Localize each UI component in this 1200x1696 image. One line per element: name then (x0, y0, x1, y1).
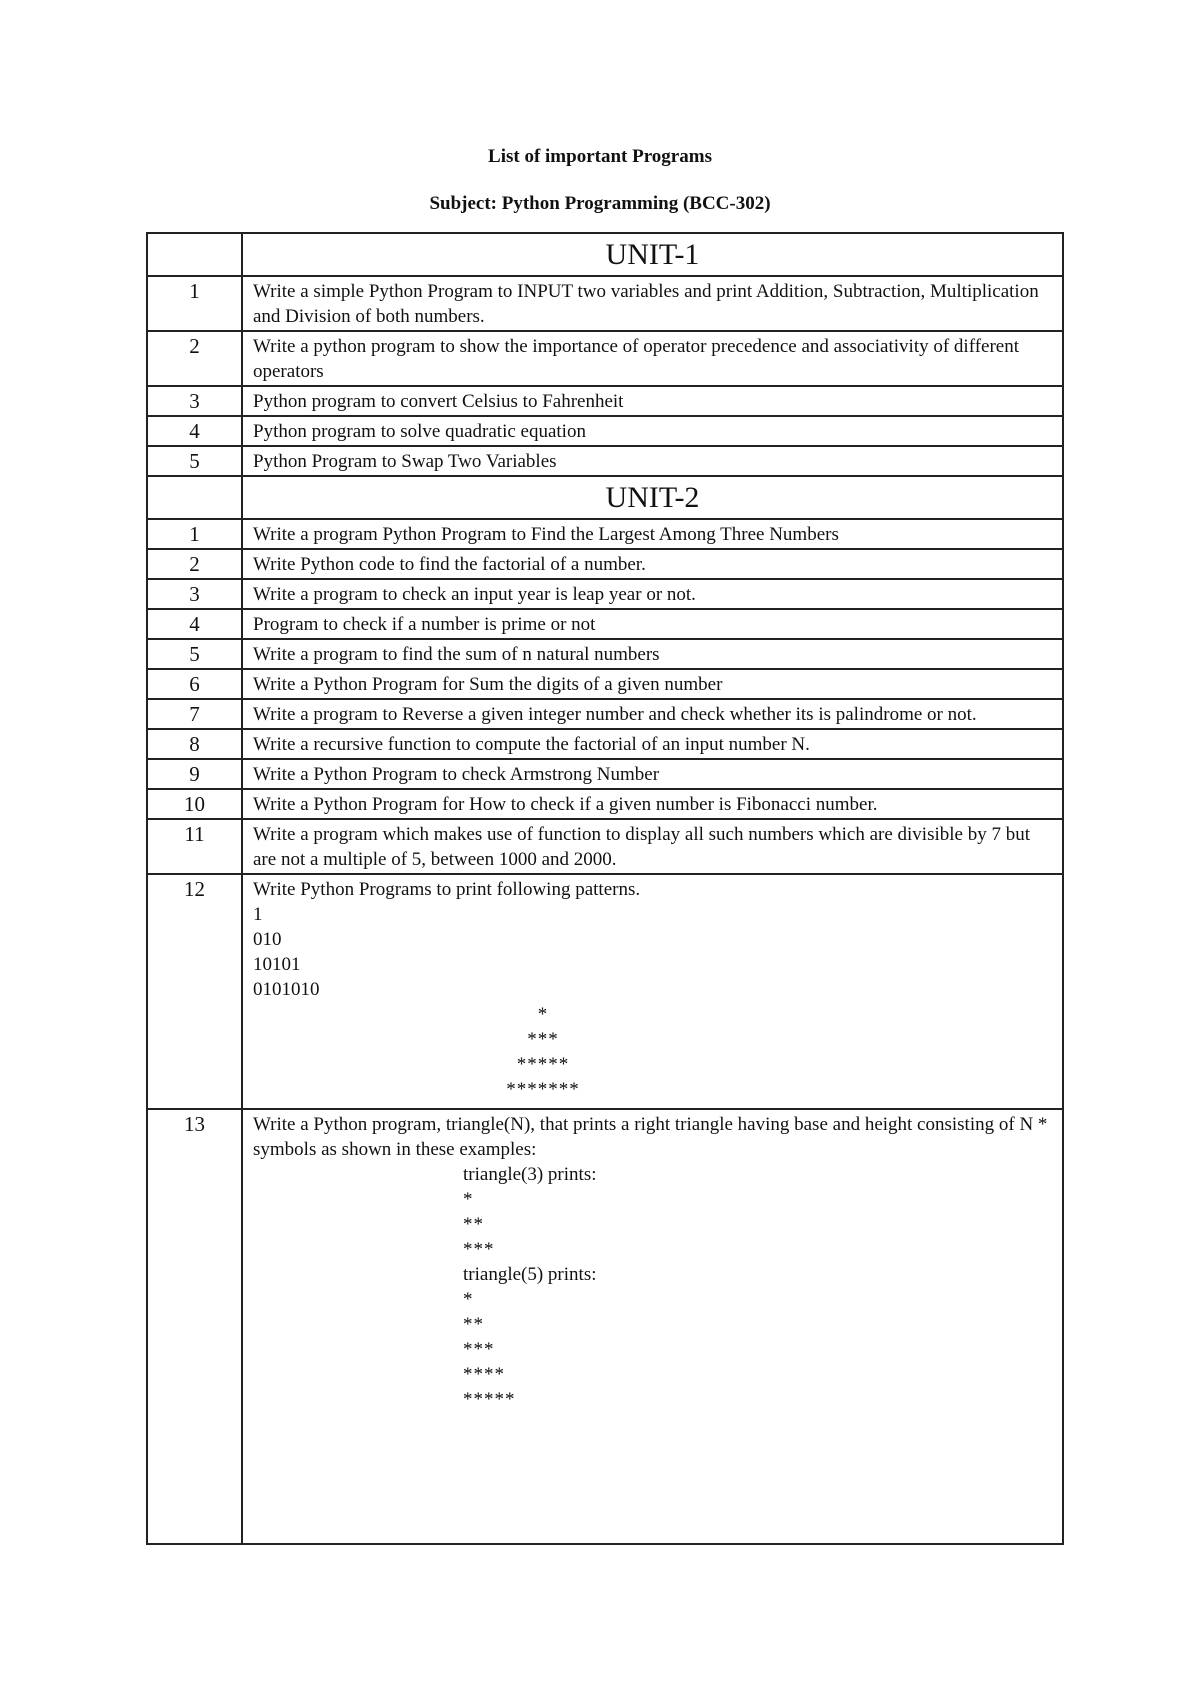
program-description: Write a program which makes use of function to display all such numbers which are divisible by 7 but are not a multiple of 5, between 1000 and 2000. (242, 819, 1063, 874)
pattern-line: 10101 (253, 954, 301, 975)
program-description: Write Python code to find the factorial of a number. (242, 549, 1063, 579)
pattern-line: 1 (253, 904, 263, 925)
program-description: Write a Python program, triangle(N), that prints a right triangle having base and height consisting of N * symbols as shown in these examples: (253, 1114, 1048, 1160)
program-description: Python program to solve quadratic equation (242, 416, 1063, 446)
program-number: 8 (147, 729, 242, 759)
program-description: Write a python program to show the importance of operator precedence and associativity of different operators (242, 331, 1063, 386)
unit-heading-row (147, 233, 1063, 276)
star-pyramid-pattern (253, 1002, 833, 1102)
triangle-example-5 (463, 1262, 1052, 1412)
pattern-line: ******* (506, 1079, 580, 1100)
pattern-line: 010 (253, 929, 282, 950)
pattern-line: ***** (516, 1054, 570, 1075)
pattern-line: *** (463, 1239, 495, 1260)
unit-heading-blank-cell (147, 476, 242, 519)
table-row (147, 549, 1063, 579)
pattern-line: * (463, 1189, 474, 1210)
table-row (147, 789, 1063, 819)
document-title: List of important Programs (488, 146, 712, 167)
pattern-line: * (537, 1004, 549, 1025)
program-number: 6 (147, 669, 242, 699)
program-description: Program to check if a number is prime or not (242, 609, 1063, 639)
program-number: 9 (147, 759, 242, 789)
program-description: Write a program Python Program to Find the Largest Among Three Numbers (242, 519, 1063, 549)
pattern-line: ** (463, 1214, 484, 1235)
program-description-cell (242, 874, 1063, 1109)
pattern-line: *** (463, 1339, 495, 1360)
program-description: Write a program to Reverse a given integer number and check whether its is palindrome or not. (242, 699, 1063, 729)
pattern-line: * (463, 1289, 474, 1310)
program-number: 7 (147, 699, 242, 729)
program-number: 1 (147, 519, 242, 549)
table-row (147, 639, 1063, 669)
table-row (147, 276, 1063, 331)
table-row (147, 331, 1063, 386)
table-row (147, 759, 1063, 789)
table-row (147, 609, 1063, 639)
pattern-line: *** (527, 1029, 559, 1050)
table-row (147, 1109, 1063, 1544)
unit-1-heading: UNIT-1 (605, 238, 700, 271)
program-number: 4 (147, 609, 242, 639)
unit-heading-cell (242, 476, 1063, 519)
table-row (147, 729, 1063, 759)
program-number: 11 (147, 819, 242, 874)
program-number: 1 (147, 276, 242, 331)
program-number: 3 (147, 579, 242, 609)
binary-pattern (253, 902, 1052, 1002)
program-number: 5 (147, 446, 242, 476)
table-row (147, 819, 1063, 874)
table-row (147, 874, 1063, 1109)
program-description: Write a Python Program to check Armstrong Number (242, 759, 1063, 789)
pattern-line: ** (463, 1314, 484, 1335)
program-number: 5 (147, 639, 242, 669)
program-number: 10 (147, 789, 242, 819)
example-caption: triangle(5) prints: (463, 1264, 597, 1285)
program-description: Write a Python Program for How to check if a given number is Fibonacci number. (242, 789, 1063, 819)
program-description: Write Python Programs to print following patterns. (253, 879, 641, 900)
table-row (147, 669, 1063, 699)
program-description: Write a recursive function to compute the factorial of an input number N. (242, 729, 1063, 759)
triangle-example-3 (463, 1162, 1052, 1262)
table-row (147, 699, 1063, 729)
unit-heading-blank-cell (147, 233, 242, 276)
unit-heading-cell (242, 233, 1063, 276)
unit-2-heading: UNIT-2 (605, 481, 700, 514)
program-description: Python program to convert Celsius to Fahrenheit (242, 386, 1063, 416)
program-description: Write a program to check an input year is leap year or not. (242, 579, 1063, 609)
pattern-line: ***** (463, 1389, 516, 1410)
table-row (147, 519, 1063, 549)
table-row (147, 416, 1063, 446)
program-number: 13 (147, 1109, 242, 1544)
programs-table (146, 232, 1064, 1545)
program-number: 12 (147, 874, 242, 1109)
table-row (147, 579, 1063, 609)
program-description: Write a program to find the sum of n natural numbers (242, 639, 1063, 669)
document-subject: Subject: Python Programming (BCC-302) (429, 193, 771, 214)
program-description: Write a Python Program for Sum the digits of a given number (242, 669, 1063, 699)
program-number: 3 (147, 386, 242, 416)
program-number: 2 (147, 331, 242, 386)
program-number: 2 (147, 549, 242, 579)
pattern-line: 0101010 (253, 979, 320, 1000)
program-description: Python Program to Swap Two Variables (242, 446, 1063, 476)
unit-heading-row (147, 476, 1063, 519)
pattern-line: **** (463, 1364, 505, 1385)
table-row (147, 386, 1063, 416)
example-caption: triangle(3) prints: (463, 1164, 597, 1185)
program-number: 4 (147, 416, 242, 446)
program-description: Write a simple Python Program to INPUT two variables and print Addition, Subtraction, Multiplication and Division of both numbers. (242, 276, 1063, 331)
table-row (147, 446, 1063, 476)
program-description-cell (242, 1109, 1063, 1544)
